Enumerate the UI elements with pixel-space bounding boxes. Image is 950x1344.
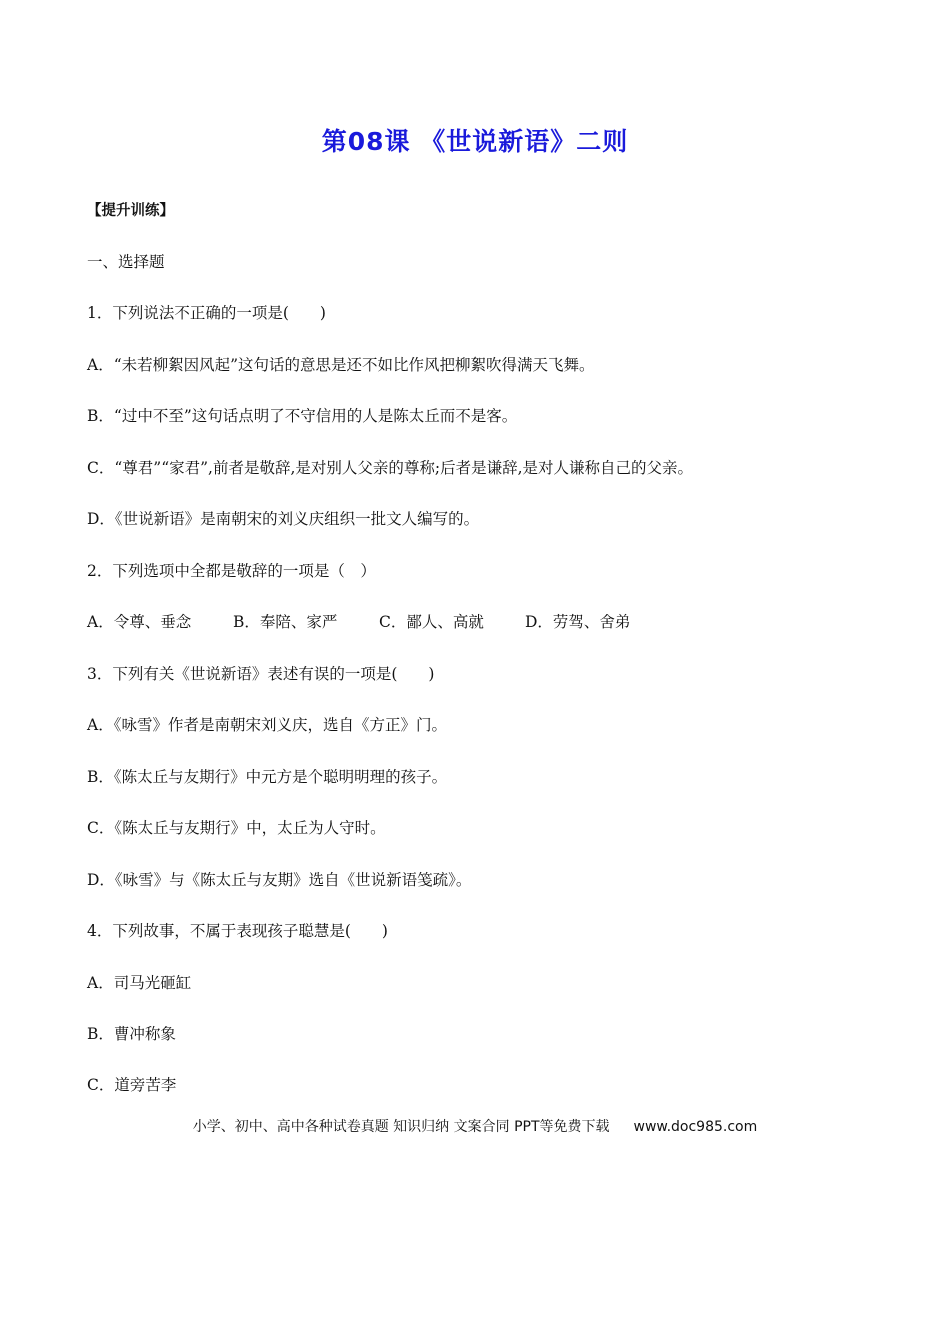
question-4-stem: 4．下列故事，不属于表现孩子聪慧是( ) bbox=[87, 922, 388, 940]
question-4-option-c: C．道旁苦李 bbox=[87, 1076, 177, 1094]
question-2-option-a: A．令尊、垂念 bbox=[87, 613, 192, 631]
footer-text: 小学、初中、高中各种试卷真题 知识归纳 文案合同 PPT等免费下载 bbox=[192, 1119, 610, 1135]
footer-link[interactable]: www.doc985.com bbox=[633, 1119, 758, 1135]
page-footer bbox=[0, 1116, 950, 1136]
section-label: 【提升训练】 bbox=[87, 203, 174, 219]
question-2-option-c: C．鄙人、高就 bbox=[379, 613, 484, 631]
question-1-stem: 1．下列说法不正确的一项是( ) bbox=[87, 304, 326, 322]
question-4-option-a: A．司马光砸缸 bbox=[87, 974, 192, 992]
question-2-option-b: B．奉陪、家严 bbox=[233, 613, 338, 631]
page-title: 第08课 《世说新语》二则 bbox=[321, 127, 629, 156]
question-1-option-a: A．“未若柳絮因风起”这句话的意思是还不如比作风把柳絮吹得满天飞舞。 bbox=[87, 356, 595, 374]
question-2-option-d: D．劳驾、舍弟 bbox=[525, 613, 631, 631]
question-3-option-c: C．《陈太丘与友期行》中，太丘为人守时。 bbox=[87, 819, 386, 837]
question-3-option-d: D．《咏雪》与《陈太丘与友期》选自《世说新语笺疏》。 bbox=[87, 871, 472, 889]
question-1-option-b: B．“过中不至”这句话点明了不守信用的人是陈太丘而不是客。 bbox=[87, 407, 518, 425]
question-1-option-c: C．“尊君”“家君”,前者是敬辞,是对别人父亲的尊称;后者是谦辞,是对人谦称自己的父亲。 bbox=[87, 459, 694, 477]
question-3-option-a: A．《咏雪》作者是南朝宋刘义庆，选自《方正》门。 bbox=[87, 716, 447, 734]
question-2-options bbox=[87, 612, 630, 632]
part-heading: 一、选择题 bbox=[87, 253, 165, 271]
question-3-stem: 3．下列有关《世说新语》表述有误的一项是( ) bbox=[87, 665, 435, 683]
question-3-option-b: B．《陈太丘与友期行》中元方是个聪明明理的孩子。 bbox=[87, 768, 448, 786]
question-2-stem: 2．下列选项中全都是敬辞的一项是（ ） bbox=[87, 562, 376, 580]
question-4-option-b: B．曹冲称象 bbox=[87, 1025, 176, 1043]
question-1-option-d: D．《世说新语》是南朝宋的刘义庆组织一批文人编写的。 bbox=[87, 510, 480, 528]
